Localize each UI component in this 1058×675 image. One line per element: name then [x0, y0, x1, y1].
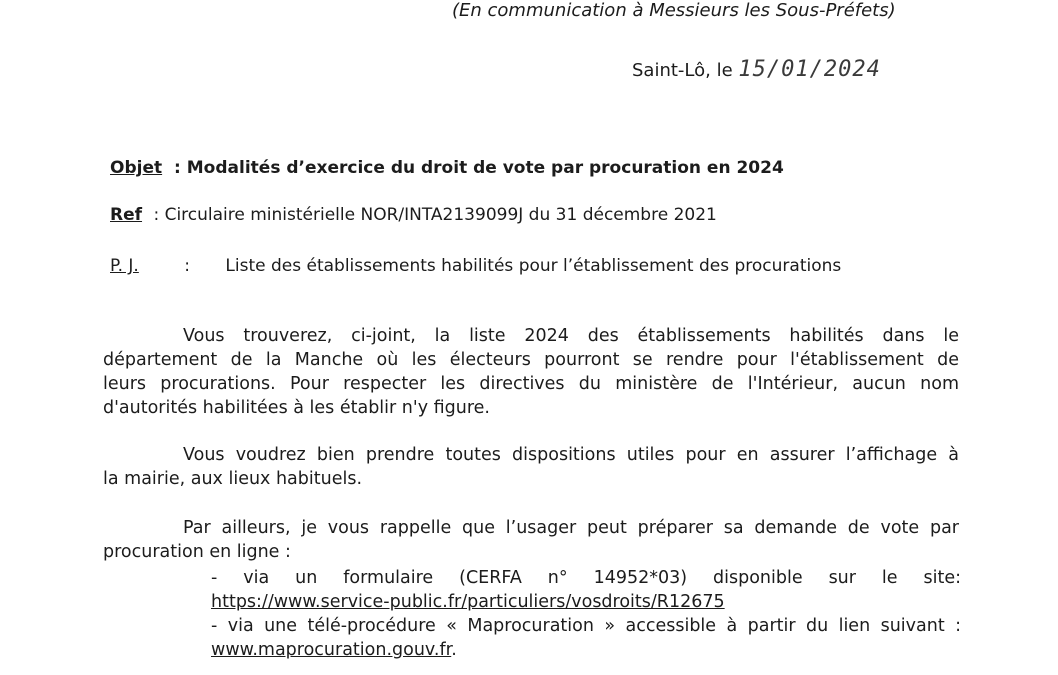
bullet-list [211, 566, 961, 662]
paragraph-line: la mairie, aux lieux habituels. [103, 469, 363, 489]
objet-label: Objet [110, 158, 163, 178]
ref-text: Circulaire ministérielle NOR/INTA2139099J du 31 décembre 2021 [164, 205, 717, 225]
objet-separator: : [174, 158, 181, 178]
maprocuration-link[interactable]: www.maprocuration.gouv.fr [211, 640, 452, 660]
paragraph-line: Vous trouverez, ci-joint, la liste 2024 des établissements habilités dans le [183, 326, 959, 346]
place-date [632, 57, 881, 82]
bullet-item-cerfa: - via un formulaire (CERFA n° 14952*03) disponible sur le site: [211, 568, 961, 588]
pj-text: Liste des établissements habilités pour l’établissement des procurations [225, 256, 842, 276]
communication-note: (En communication à Messieurs les Sous-Préfets) [452, 0, 896, 21]
ref-separator: : [153, 205, 160, 225]
objet-line [110, 158, 784, 178]
bullet-link-service-public[interactable] [211, 590, 961, 614]
paragraph-line: département de la Manche où les électeurs pourront se rendre pour l'établissement de [103, 350, 959, 370]
paragraph-online [103, 516, 959, 564]
ref-line [110, 205, 717, 225]
paragraph-line: Par ailleurs, je vous rappelle que l’usager peut préparer sa demande de vote par [183, 518, 959, 538]
objet-text: Modalités d’exercice du droit de vote par procuration en 2024 [186, 158, 784, 178]
ref-label: Ref [110, 205, 143, 225]
service-public-link[interactable]: https://www.service-public.fr/particuliers/vosdroits/R12675 [211, 592, 725, 612]
paragraph-display [103, 443, 959, 491]
paragraph-line: procuration en ligne : [103, 542, 291, 562]
pj-line [110, 256, 841, 276]
paragraph-list-info [103, 324, 959, 420]
handwritten-date: 15/01/2024 [738, 57, 881, 82]
paragraph-line: leurs procurations. Pour respecter les directives du ministère de l'Intérieur, aucun nom [103, 374, 959, 394]
bullet-link-maprocuration[interactable] [211, 638, 961, 662]
bullet-item-maprocuration: - via une télé-procédure « Maprocuration » accessible à partir du lien suivant : [211, 616, 961, 636]
link-suffix: . [451, 640, 457, 660]
paragraph-line: Vous voudrez bien prendre toutes dispositions utiles pour en assurer l’affichage à [183, 445, 959, 465]
place-label: Saint-Lô, le [632, 60, 733, 81]
pj-label: P. J. [110, 256, 139, 276]
pj-separator: : [184, 256, 190, 276]
paragraph-line: d'autorités habilitées à les établir n'y figure. [103, 398, 490, 418]
